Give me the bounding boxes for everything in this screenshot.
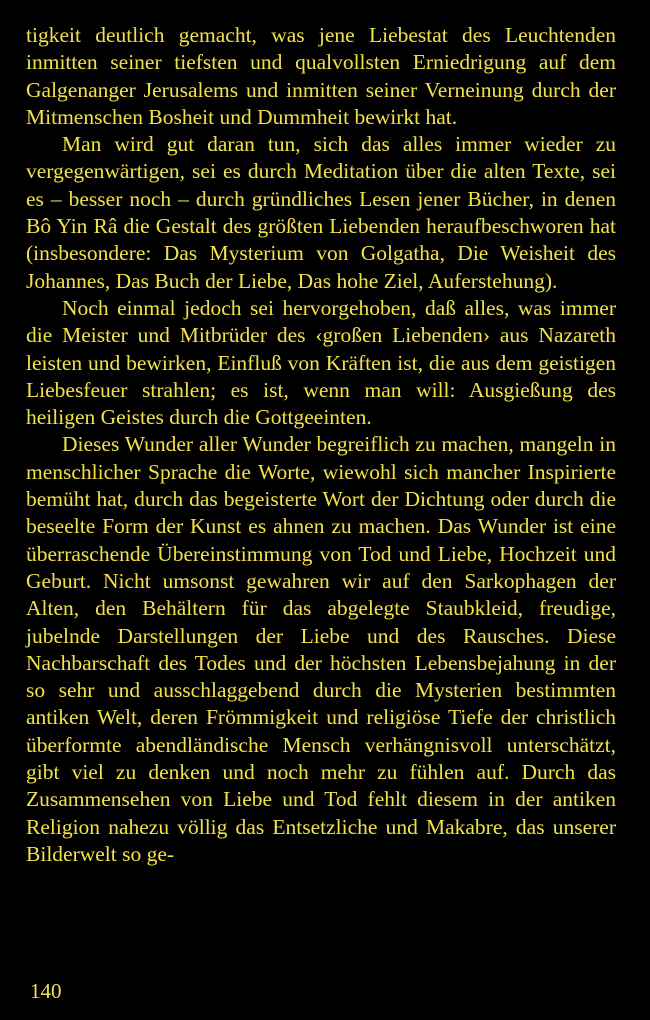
paragraph-wonder: Dieses Wunder aller Wunder begreiflich zu machen, mangeln in menschlicher Sprache die Worte, wiewohl sich mancher Inspirierte bemüht hat, durch das begeisterte Wort der Dichtung oder durch die beseelte Form der Kunst es ahnen zu machen. Das Wunder ist eine überraschende Übereinstimmung von Tod und Liebe, Hochzeit und Geburt. Nicht umsonst gewahren wir auf den Sarkophagen der Alten, den Behältern für das abgelegte Staubkleid, freudige, jubelnde Darstellungen der Liebe und des Rausches. Diese Nachbarschaft des Todes und der höchsten Lebensbejahung in der so sehr und ausschlaggebend durch die Mysterien bestimmten antiken Welt, deren Frömmigkeit und religiöse Tiefe der christlich überformte abendländische Mensch verhängnisvoll unterschätzt, gibt viel zu denken und noch mehr zu fühlen auf. Durch das Zusammensehen von Liebe und Tod fehlt diesem in der antiken Religion nahezu völlig das Entsetzliche und Makabre, das unserer Bilderwelt so ge-: [26, 432, 616, 866]
paragraph-meditation: Man wird gut daran tun, sich das alles immer wieder zu vergegenwärtigen, sei es durch Meditation über die alten Texte, sei es – besser noch – durch gründliches Lesen jener Bücher, in denen Bô Yin Râ die Gestalt des größten Liebenden heraufbeschworen hat (insbesondere: Das Mysterium von Golgatha, Die Weisheit des Johannes, Das Buch der Liebe, Das hohe Ziel, Auferstehung).: [26, 132, 616, 293]
paragraph-holy-spirit: Noch einmal jedoch sei hervorgehoben, daß alles, was immer die Meister und Mitbrüder des ‹großen Liebenden› aus Nazareth leisten und bewirken, Einfluß von Kräften ist, die aus dem geistigen Liebesfeuer strahlen; es ist, wenn man will: Ausgießung des heiligen Geistes durch die Gottgeeinten.: [26, 295, 616, 430]
page-number: 140: [30, 979, 62, 1003]
paragraph-continuation: tigkeit deutlich gemacht, was jene Liebestat des Leuchtenden inmitten seiner tiefsten und qualvollsten Erniedrigung auf dem Galgenanger Jerusalems und inmitten seiner Verneinung durch der Mitmenschen Bosheit und Dummheit bewirkt hat.: [26, 23, 616, 129]
page-body: [26, 22, 616, 868]
